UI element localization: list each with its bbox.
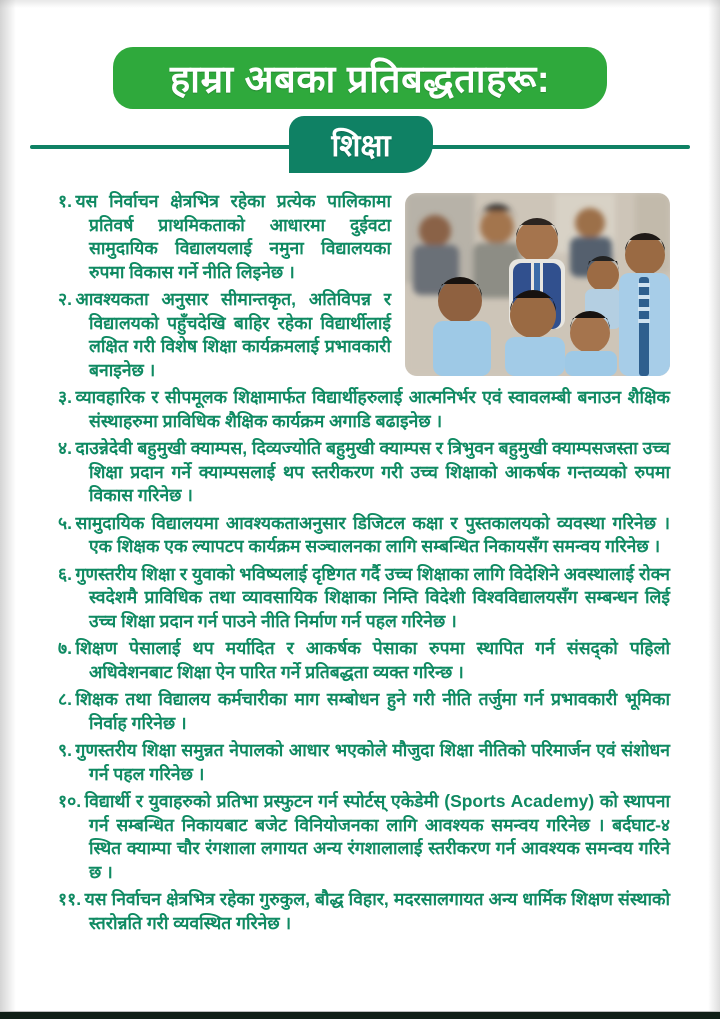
item-number: १०.	[58, 791, 82, 811]
item-number: ९.	[58, 740, 72, 760]
section-badge	[289, 116, 433, 173]
commitment-item	[58, 563, 670, 634]
item-text: गुणस्तरीय शिक्षा समुन्नत नेपालको आधार भएकोले मौजुदा शिक्षा नीतिको परिमार्जन एवं संशोधन गर्न पहल गरिनेछ ।	[75, 740, 670, 784]
item-text: शिक्षक तथा विद्यालय कर्मचारीका माग सम्बोधन हुने गरी नीति तर्जुमा गर्न प्रभावकारी भूमिका निर्वाह गरिनेछ ।	[75, 689, 670, 733]
item-number: ८.	[58, 689, 72, 709]
item-number: ३.	[58, 387, 72, 407]
page-title: हाम्रा अबका प्रतिबद्धताहरू:	[169, 59, 550, 101]
footer-bar	[0, 1011, 720, 1019]
commitment-item	[58, 688, 670, 735]
item-text: शिक्षण पेसालाई थप मर्यादित र आकर्षक पेसाका रुपमा स्थापित गर्न संसद्को पहिलो अधिवेशनबाट शिक्षा ऐन पारित गर्ने प्रतिबद्धता व्यक्त गरिन्छ ।	[75, 638, 670, 682]
page-edge-shadow-left	[0, 0, 16, 1019]
item-number: ४.	[58, 438, 72, 458]
item-number: ५.	[58, 512, 72, 533]
item-text: आवश्यकता अनुसार सीमान्तकृत, अतिविपन्न र विद्यालयको पहुँचदेखि बाहिर रहेका विद्यार्थीलाई लक्षित गरी विशेष शिक्षा कार्यक्रमलाई प्रभावकारी बनाइनेछ ।	[75, 289, 391, 380]
commitment-item	[58, 790, 670, 884]
item-text: गुणस्तरीय शिक्षा र युवाको भविष्यलाई दृष्टिगत गर्दै उच्च शिक्षाका लागि विदेशिने अवस्थालाई रोक्न स्वदेशमै प्राविधिक तथा व्यावसायिक शिक्षाका निम्ति विदेशी विश्वविद्यालयसँग सम्बन्धन लिई उच्च शिक्षा प्रदान गर्न पाउने नीति निर्माण गर्न पहल गरिनेछ ।	[75, 563, 670, 631]
item-text: सामुदायिक विद्यालयमा आवश्यकताअनुसार डिजिटल कक्षा र पुस्तकालयको व्यवस्था गरिनेछ । एक शिक्षक एक ल्यापटप कार्यक्रम सञ्चालनका लागि सम्बन्धित निकायसँग समन्वय गरिनेछ ।	[75, 512, 670, 556]
page-edge-shadow-top	[0, 0, 720, 8]
item-text: यस निर्वाचन क्षेत्रभित्र रहेका गुरुकुल, बौद्ध विहार, मदरसालगायत अन्य धार्मिक शिक्षण संस्थाको स्तरोन्नति गरी व्यवस्थित गरिनेछ ।	[84, 889, 670, 933]
commitment-item	[58, 739, 670, 786]
item-text: व्यावहारिक र सीपमूलक शिक्षामार्फत विद्यार्थीहरुलाई आत्मनिर्भर एवं स्वावलम्बी बनाउन शैक्षिक संस्थाहरुमा प्राविधिक शैक्षिक कार्यक्रम अगाडि बढाइनेछ ।	[75, 387, 670, 431]
commitments-content	[58, 190, 670, 939]
item-text: यस निर्वाचन क्षेत्रभित्र रहेका प्रत्येक पालिकामा प्रतिवर्ष प्राथमिकताको आधारमा दुईवटा सामुदायिक विद्यालयलाई नमुना विद्यालयका रुपमा विकास गर्ने नीति लिइनेछ ।	[75, 191, 391, 282]
group-photo-illustration	[405, 193, 670, 376]
group-photo	[405, 193, 670, 376]
item-number: ११.	[58, 889, 82, 909]
item-text: दाउन्नेदेवी बहुमुखी क्याम्पस, दिव्यज्योति बहुमुखी क्याम्पस र त्रिभुवन बहुमुखी क्याम्पसजस्ता उच्च शिक्षा प्रदान गर्ने क्याम्पसलाई थप स्तरीकरण गरी उच्च शिक्षाको आकर्षक गन्तव्यको रुपमा विकास गरिनेछ ।	[75, 438, 670, 505]
commitment-item	[58, 386, 670, 433]
commitment-item	[58, 888, 670, 935]
commitment-item	[58, 512, 670, 559]
item-number: २.	[58, 289, 72, 309]
item-number: ६.	[58, 563, 72, 584]
page-edge-shadow-right	[708, 0, 720, 1019]
item-text: विद्यार्थी र युवाहरुको प्रतिभा प्रस्फुटन गर्न स्पोर्टस् एकेडेमी (Sports Academy) को स्थापना गर्न सम्बन्धित निकायबाट बजेट विनियोजनका लागि आवश्यक समन्वय गरिनेछ । बर्दघाट-४ स्थित क्याम्पा चौर रंगशाला लगायत अन्य रंगशालालाई स्तरीकरण गर्न आवश्यक समन्वय गरिने छ ।	[84, 791, 670, 882]
header-banner	[113, 47, 607, 109]
section-badge-label: शिक्षा	[331, 127, 391, 163]
item-number: १.	[58, 191, 72, 211]
commitment-item	[58, 637, 670, 684]
item-number: ७.	[58, 638, 72, 658]
commitment-item	[58, 437, 670, 508]
